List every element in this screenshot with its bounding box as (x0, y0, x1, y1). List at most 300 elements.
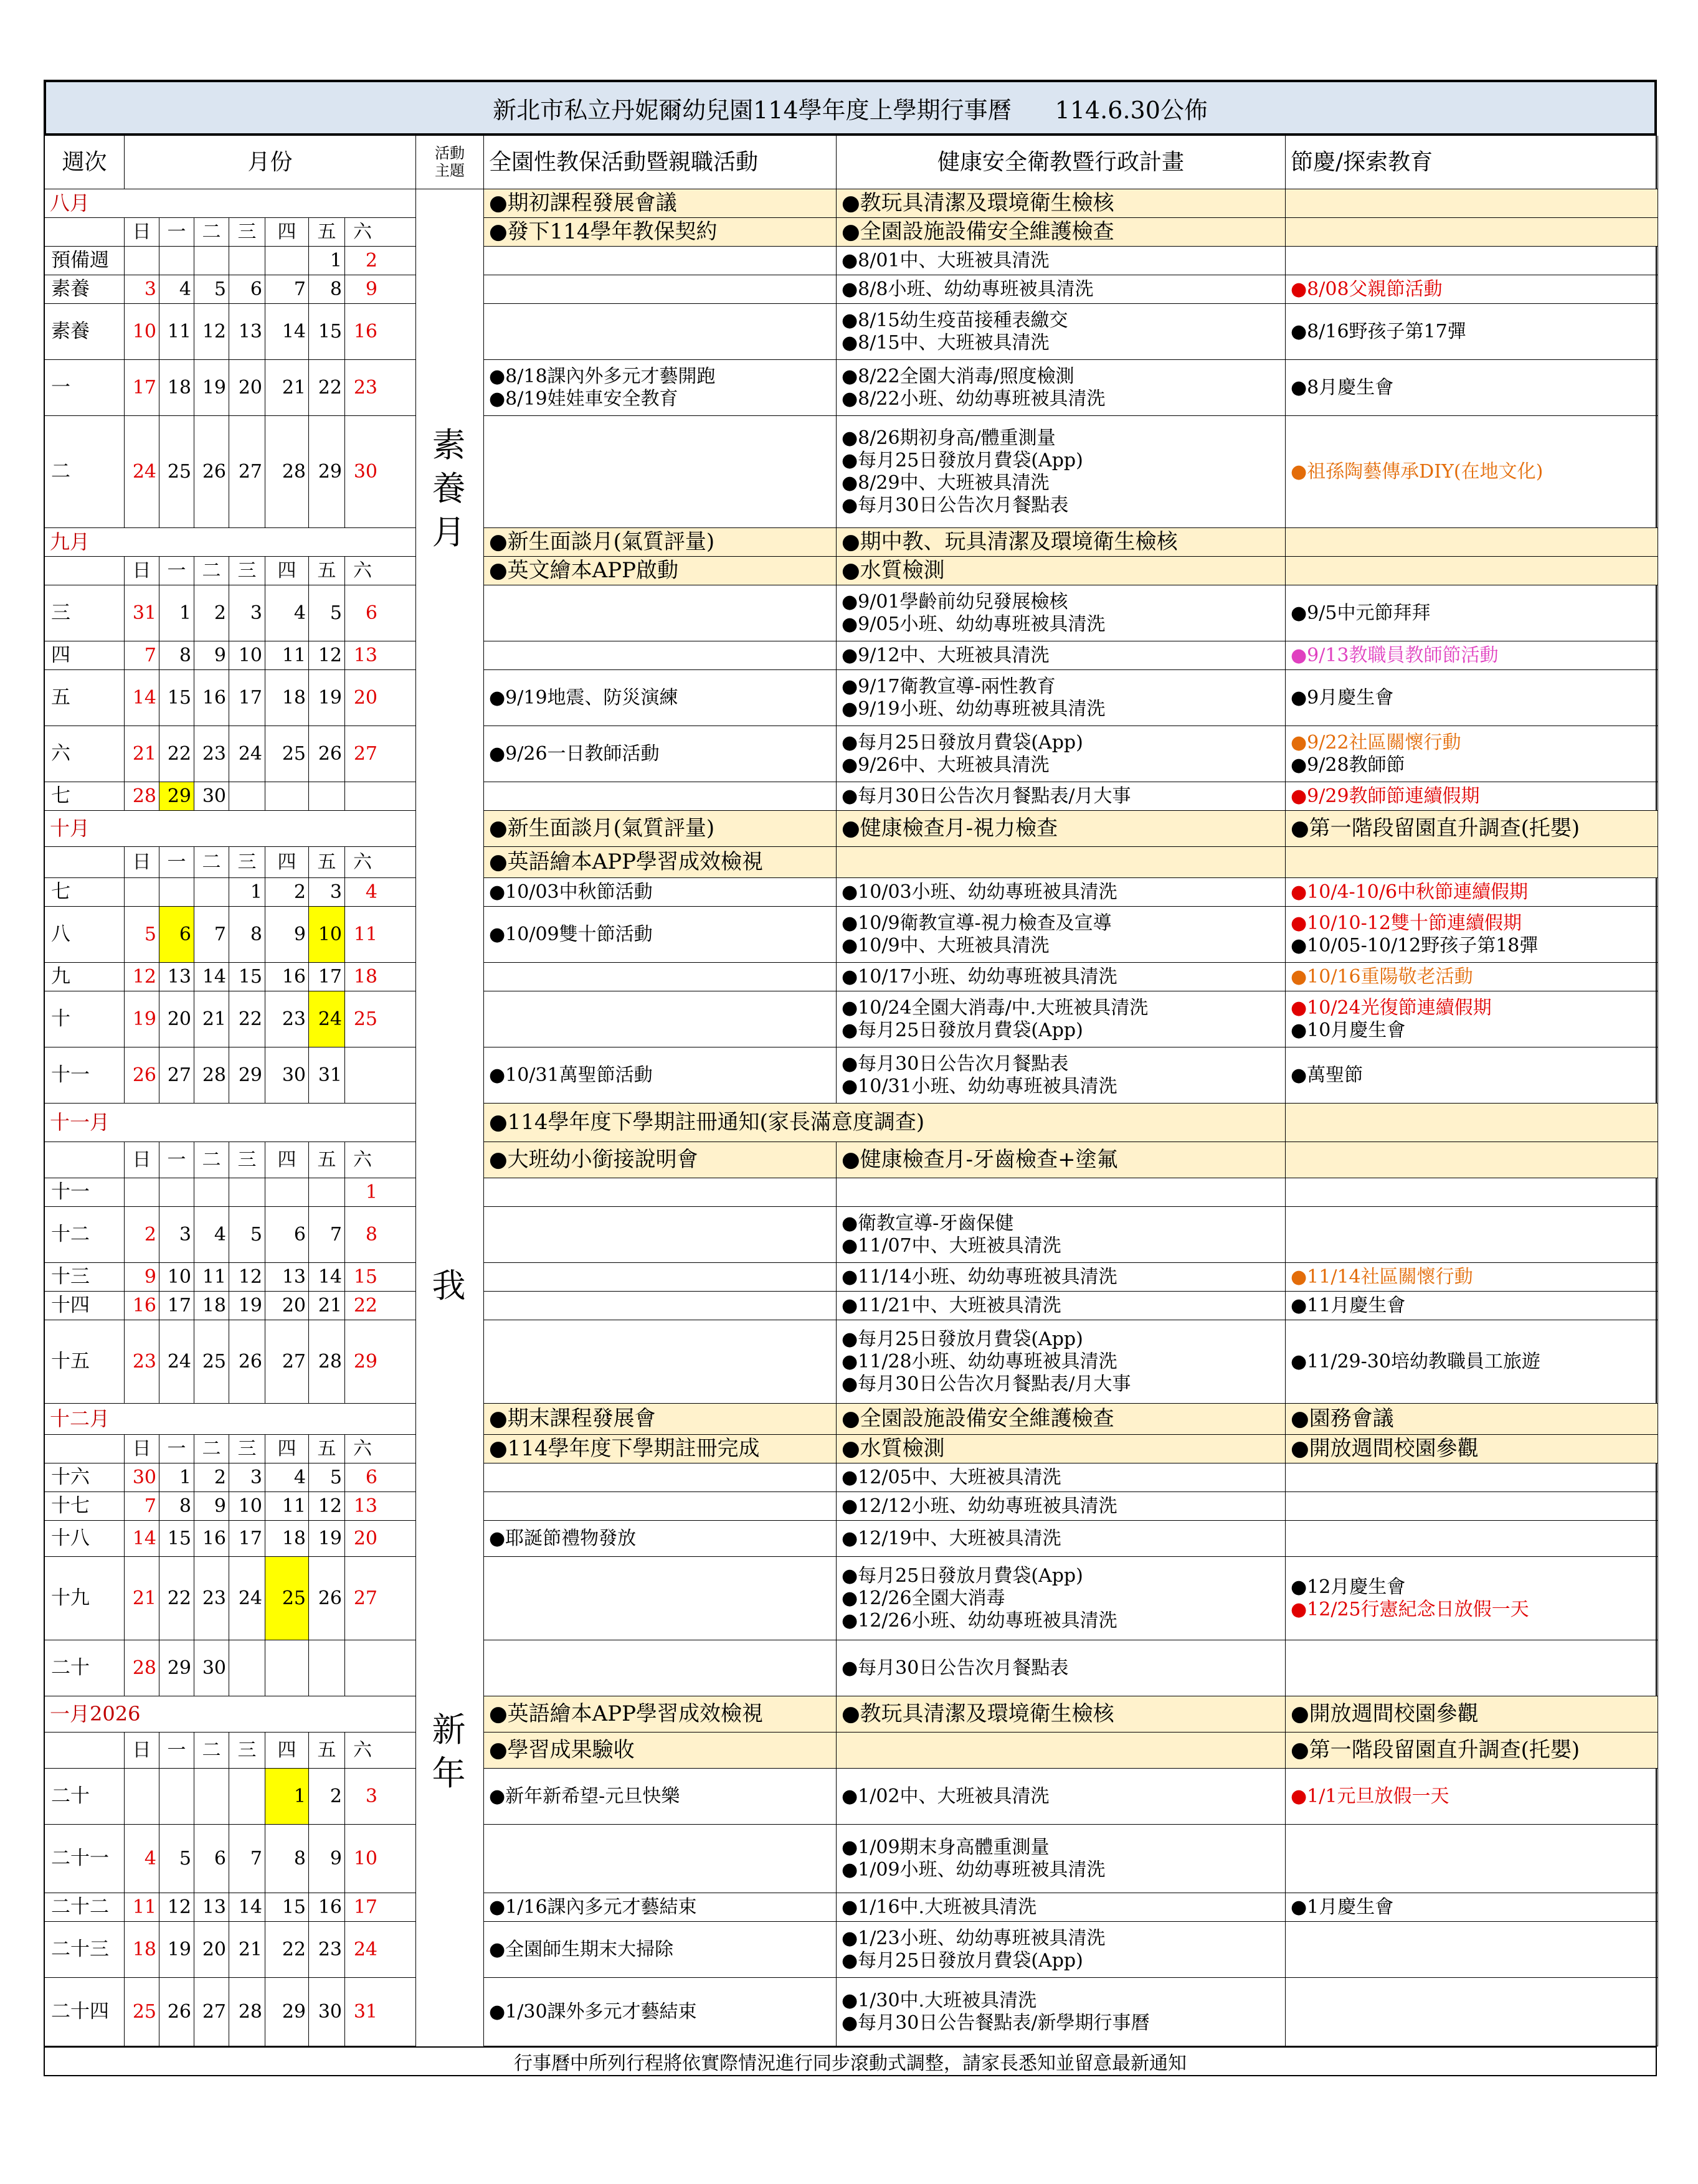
c3-cell (1286, 1521, 1658, 1557)
c1-cell (484, 878, 837, 907)
day-number: 1 (365, 1181, 377, 1203)
day-number: 4 (194, 1207, 229, 1262)
day-strip (125, 1557, 415, 1640)
c2-cell (837, 1922, 1286, 1978)
day-strip (125, 641, 415, 669)
title-text: 新北市私立丹妮爾幼兒園114學年度上學期行事曆 (493, 96, 1012, 124)
day-number: 24 (229, 1557, 265, 1640)
c2-item: ●8/22小班、幼幼專班被具清洗 (842, 387, 1106, 410)
c1-item: ●期初課程發展會議 (489, 191, 677, 216)
c2-item: ●9/26中、大班被具清洗 (842, 754, 1050, 776)
c3-item: ●開放週間校園參觀 (1291, 1701, 1479, 1727)
c3-cell (1286, 907, 1658, 963)
day-number: 4 (265, 585, 309, 641)
c2-cell (837, 991, 1286, 1047)
day-number: 30 (194, 782, 229, 810)
c3-item: ●祖孫陶藝傳承DIY(在地文化) (1291, 460, 1544, 483)
weekday-label: 四 (265, 218, 309, 246)
c3-item: ●10/05-10/12野孩子第18彈 (1291, 934, 1539, 957)
week-label: 四 (45, 641, 125, 670)
c3-cell (1286, 1047, 1658, 1104)
month-days (125, 1178, 416, 1207)
c1-item: ●8/19娃娃車安全教育 (489, 387, 678, 410)
day-number: 18 (194, 1292, 229, 1320)
day-number: 31 (309, 1047, 345, 1103)
month-label: 十月 (45, 811, 416, 847)
c3-cell (1286, 1696, 1658, 1733)
day-number: 26 (125, 1047, 159, 1103)
day-number (194, 247, 229, 275)
day-number: 30 (194, 1640, 229, 1696)
c2-cell (837, 189, 1286, 218)
c2-item: ●期中教、玩具清潔及環境衛生檢核 (842, 529, 1178, 555)
c2-cell (837, 1733, 1286, 1769)
day-number: 14 (309, 1263, 345, 1291)
day-strip (125, 907, 415, 962)
day-number: 10 (309, 907, 345, 962)
c2-cell (837, 218, 1286, 247)
c2-item: ●11/21中、大班被具清洗 (842, 1294, 1061, 1317)
day-number: 11 (159, 304, 194, 359)
day-number: 5 (125, 907, 159, 962)
day-number: 14 (229, 1893, 265, 1921)
day-number: 15 (159, 670, 194, 726)
c1-cell (484, 189, 837, 218)
day-number: 13 (229, 304, 265, 359)
c1-item: ●10/09雙十節活動 (489, 923, 653, 945)
month-days (125, 585, 416, 641)
c3-cell (1286, 1463, 1658, 1492)
day-number: 30 (125, 1463, 159, 1491)
day-number (229, 1640, 265, 1696)
c3-cell (1286, 1893, 1658, 1922)
header-theme (416, 136, 484, 189)
month-days (125, 907, 416, 963)
day-number: 17 (309, 963, 345, 991)
month-days (125, 670, 416, 726)
c1-cell (484, 1435, 837, 1463)
day-number: 19 (194, 360, 229, 415)
day-number: 17 (125, 360, 159, 415)
c1-cell (484, 1207, 837, 1263)
c1-cell (484, 907, 837, 963)
c2-item: ●1/16中.大班被具清洗 (842, 1896, 1037, 1918)
day-number: 23 (125, 1320, 159, 1403)
c2-cell (837, 557, 1286, 585)
weekday-label: 二 (194, 557, 229, 585)
day-number: 22 (265, 1922, 309, 1977)
day-number: 7 (229, 1825, 265, 1893)
day-number: 27 (265, 1320, 309, 1403)
weekday-label: 日 (125, 1733, 159, 1768)
day-number: 31 (125, 585, 159, 641)
day-number: 5 (194, 275, 229, 303)
weekday-label: 三 (229, 557, 265, 585)
day-number: 19 (309, 1521, 345, 1556)
day-strip (125, 557, 415, 585)
day-number: 2 (194, 1463, 229, 1491)
c2-item: ●11/14小班、幼幼專班被具清洗 (842, 1265, 1117, 1288)
c2-item: ●9/17衛教宣導-兩性教育 (842, 675, 1056, 697)
day-number: 17 (159, 1292, 194, 1320)
day-number: 21 (265, 360, 309, 415)
c3-item: ●11月慶生會 (1291, 1294, 1406, 1317)
c3-cell (1286, 963, 1658, 991)
c2-item: ●每月25日發放月費袋(App) (842, 731, 1083, 754)
day-number (265, 247, 309, 275)
day-number: 24 (353, 1938, 377, 1960)
day-strip (125, 1142, 415, 1178)
month-days (125, 1521, 416, 1557)
c3-cell (1286, 1825, 1658, 1893)
day-number: 26 (159, 1978, 194, 2046)
month-days (125, 963, 416, 991)
c2-item: ●全園設施設備安全維護檢查 (842, 1406, 1114, 1432)
c2-item: ●8/26期初身高/體重測量 (842, 427, 1056, 449)
c1-cell (484, 1825, 837, 1893)
c2-cell (837, 1178, 1286, 1207)
day-number: 20 (265, 1292, 309, 1320)
c3-item: ●12/25行憲紀念日放假一天 (1291, 1598, 1529, 1620)
c1-cell (484, 360, 837, 416)
theme-char-t5: 新 (432, 1710, 466, 1749)
c2-item: ●12/05中、大班被具清洗 (842, 1466, 1061, 1488)
day-number: 27 (353, 742, 377, 765)
month-days (125, 1733, 416, 1769)
day-strip (125, 1320, 415, 1403)
c2-item: ●8/29中、大班被具清洗 (842, 471, 1050, 494)
weekday-label: 二 (194, 1142, 229, 1178)
header-theme-a: 活動 (435, 144, 465, 162)
day-strip (125, 670, 415, 726)
day-number: 9 (194, 641, 229, 669)
week-label: 七 (45, 782, 125, 811)
c3-cell (1286, 1733, 1658, 1769)
theme-char-t1: 素 (432, 425, 466, 465)
day-number: 1 (265, 1769, 309, 1824)
day-number: 11 (125, 1893, 159, 1921)
day-number: 15 (159, 1521, 194, 1556)
c3-cell (1286, 1557, 1658, 1640)
c1-cell (484, 1320, 837, 1404)
c2-cell (837, 1404, 1286, 1435)
c1-item: ●1/16課內多元才藝結束 (489, 1896, 697, 1918)
c3-item: ●9/28教師節 (1291, 754, 1405, 776)
day-number: 26 (229, 1320, 265, 1403)
day-strip (125, 1893, 415, 1921)
c3-cell (1286, 1404, 1658, 1435)
c1-cell (484, 1178, 837, 1207)
day-number: 4 (365, 881, 377, 903)
c3-cell (1286, 247, 1658, 275)
day-number (309, 1178, 345, 1206)
c2-cell (837, 847, 1286, 878)
c2-item: ●9/19小班、幼幼專班被具清洗 (842, 697, 1106, 720)
week-label: 二十二 (45, 1893, 125, 1922)
month-days (125, 726, 416, 782)
week-label: 十三 (45, 1263, 125, 1292)
c1-cell (484, 1733, 837, 1769)
month-days (125, 1557, 416, 1640)
day-number: 14 (125, 670, 159, 726)
c2-item: ●10/9衛教宣導-視力檢查及宣導 (842, 912, 1112, 934)
day-number: 22 (229, 991, 265, 1047)
c3-cell (1286, 991, 1658, 1047)
c3-cell (1286, 1492, 1658, 1521)
day-strip (125, 1463, 415, 1491)
c2-cell (837, 1047, 1286, 1104)
week-label: 十七 (45, 1492, 125, 1521)
day-strip (125, 1207, 415, 1262)
c3-cell (1286, 811, 1658, 847)
month-days (125, 1769, 416, 1825)
day-number: 10 (229, 641, 265, 669)
day-number: 28 (194, 1047, 229, 1103)
day-number: 19 (159, 1922, 194, 1977)
c2-item: ●11/07中、大班被具清洗 (842, 1234, 1061, 1257)
month-days (125, 1492, 416, 1521)
weekday-label: 日 (125, 218, 159, 246)
month-days (125, 782, 416, 811)
c3-cell (1286, 1769, 1658, 1825)
c2-item: ●每月25日發放月費袋(App) (842, 1949, 1083, 1972)
day-number: 8 (229, 907, 265, 962)
c3-cell (1286, 1292, 1658, 1320)
week-label (45, 1435, 125, 1463)
c2-item: ●12/12小班、幼幼專班被具清洗 (842, 1495, 1117, 1517)
day-number (194, 878, 229, 906)
day-number: 23 (194, 726, 229, 782)
c2-cell (837, 1320, 1286, 1404)
month-days (125, 1825, 416, 1893)
day-number: 23 (353, 376, 377, 399)
month-label: 十二月 (45, 1404, 416, 1435)
week-label (45, 218, 125, 247)
day-strip (125, 1178, 415, 1206)
day-number: 4 (159, 275, 194, 303)
day-number: 23 (309, 1922, 345, 1977)
day-number: 16 (194, 1521, 229, 1556)
day-number: 19 (125, 991, 159, 1047)
day-number: 5 (229, 1207, 265, 1262)
c2-item: ●8/15幼生疫苗接種表繳交 (842, 309, 1068, 331)
c3-item: ●8月慶生會 (1291, 376, 1394, 399)
day-number: 8 (309, 275, 345, 303)
c3-item: ●10/4-10/6中秋節連續假期 (1291, 881, 1529, 903)
month-days (125, 1922, 416, 1978)
day-number (229, 782, 265, 810)
c2-cell (837, 275, 1286, 304)
month-days (125, 1320, 416, 1404)
c1-cell (484, 1047, 837, 1104)
weekday-label: 日 (125, 1142, 159, 1178)
month-days (125, 1978, 416, 2046)
c3-item: ●第一階段留園直升調查(托嬰) (1291, 1737, 1580, 1763)
calendar-title (44, 80, 1657, 136)
weekday-label: 三 (229, 218, 265, 246)
day-number: 29 (265, 1978, 309, 2046)
weekday-label: 四 (265, 557, 309, 585)
day-number: 28 (229, 1978, 265, 2046)
day-strip (125, 1492, 415, 1520)
day-number: 17 (229, 670, 265, 726)
weekday-label: 一 (159, 1733, 194, 1768)
weekday-label: 二 (194, 1435, 229, 1463)
c2-item: ●每月25日發放月費袋(App) (842, 1564, 1083, 1587)
week-label: 二十 (45, 1640, 125, 1696)
c2-item: ●每月30日公告次月餐點表/月大事 (842, 785, 1131, 807)
day-number: 5 (309, 585, 345, 641)
week-label: 二十三 (45, 1922, 125, 1978)
day-number: 1 (309, 247, 345, 275)
c3-item: ●1/1元旦放假一天 (1291, 1785, 1449, 1807)
day-strip (125, 1640, 415, 1696)
c2-cell (837, 1142, 1286, 1178)
c1-item: ●大班幼小銜接說明會 (489, 1147, 698, 1173)
c1-item: ●9/19地震、防災演練 (489, 686, 678, 709)
theme-char-t3: 月 (432, 513, 466, 552)
day-number: 25 (125, 1978, 159, 2046)
weekday-label: 六 (353, 220, 372, 243)
c2-item: ●教玩具清潔及環境衛生檢核 (842, 1701, 1114, 1727)
day-number (229, 1178, 265, 1206)
month-days (125, 247, 416, 275)
month-label: 八月 (45, 189, 416, 218)
week-label: 二十 (45, 1769, 125, 1825)
c1-cell (484, 218, 837, 247)
day-number: 21 (125, 1557, 159, 1640)
c2-item: ●每月25日發放月費袋(App) (842, 449, 1083, 471)
week-label: 十一 (45, 1178, 125, 1207)
c3-item: ●12月慶生會 (1291, 1576, 1406, 1598)
c1-item: ●英文繪本APP啟動 (489, 558, 678, 584)
day-number: 18 (159, 360, 194, 415)
day-strip (125, 304, 415, 359)
c3-item: ●11/14社區關懷行動 (1291, 1265, 1473, 1288)
day-number: 27 (159, 1047, 194, 1103)
c1-cell (484, 1404, 837, 1435)
day-number: 13 (353, 1495, 377, 1517)
day-strip (125, 963, 415, 991)
header-week: 週次 (45, 136, 125, 189)
c3-cell (1286, 528, 1658, 557)
day-number: 27 (353, 1587, 377, 1609)
c2-cell (837, 1492, 1286, 1521)
c1-item: ●1/30課外多元才藝結束 (489, 2000, 697, 2023)
day-number: 1 (159, 1463, 194, 1491)
day-number: 19 (229, 1292, 265, 1320)
weekday-label: 五 (309, 1733, 345, 1768)
c1-item: ●114學年度下學期註冊完成 (489, 1436, 760, 1462)
c1-cell (484, 1557, 837, 1640)
weekday-label: 三 (229, 847, 265, 877)
day-number: 12 (309, 1492, 345, 1520)
c2-cell (837, 528, 1286, 557)
c3-cell (1286, 1142, 1658, 1178)
c2-item: ●12/19中、大班被具清洗 (842, 1527, 1061, 1549)
c1-cell (484, 557, 837, 585)
day-number: 27 (229, 416, 265, 527)
weekday-label: 三 (229, 1142, 265, 1178)
c1-cell (484, 1922, 837, 1978)
c3-item: ●開放週間校園參觀 (1291, 1436, 1479, 1462)
c2-cell (837, 1825, 1286, 1893)
day-number: 14 (265, 304, 309, 359)
month-days (125, 1435, 416, 1463)
day-strip (125, 847, 415, 877)
week-label: 七 (45, 878, 125, 907)
month-days (125, 878, 416, 907)
c3-item: ●9/13教職員教師節活動 (1291, 644, 1499, 666)
day-number: 24 (159, 1320, 194, 1403)
c3-cell (1286, 1104, 1658, 1142)
weekday-label: 五 (309, 218, 345, 246)
c1-item: ●英語繪本APP學習成效檢視 (489, 1701, 763, 1727)
c1-cell (484, 1463, 837, 1492)
c3-cell (1286, 1640, 1658, 1696)
c2-item: ●10/9中、大班被具清洗 (842, 934, 1050, 957)
day-number: 6 (365, 1466, 377, 1488)
day-number: 15 (353, 1265, 377, 1288)
c1-item: ●8/18課內外多元才藝開跑 (489, 365, 716, 387)
c2-cell (837, 726, 1286, 782)
c2-item: ●水質檢測 (842, 1436, 945, 1462)
month-days (125, 641, 416, 670)
day-number: 9 (194, 1492, 229, 1520)
day-number: 29 (159, 782, 194, 810)
day-number (309, 782, 345, 810)
c2-item: ●10/03小班、幼幼專班被具清洗 (842, 881, 1117, 903)
day-number: 2 (194, 585, 229, 641)
c3-cell (1286, 218, 1658, 247)
day-number: 29 (159, 1640, 194, 1696)
day-number: 12 (194, 304, 229, 359)
c2-item: ●1/09小班、幼幼專班被具清洗 (842, 1858, 1106, 1881)
c1-cell (484, 811, 837, 847)
c1-cell (484, 1893, 837, 1922)
week-label: 十六 (45, 1463, 125, 1492)
c2-item: ●每月30日公告餐點表/新學期行事曆 (842, 2011, 1150, 2034)
c1-item: ●耶誕節禮物發放 (489, 1527, 637, 1549)
c2-item: ●每月30日公告次月餐點表 (842, 494, 1069, 516)
day-number: 20 (229, 360, 265, 415)
weekday-label: 二 (194, 847, 229, 877)
day-number: 28 (125, 1640, 159, 1696)
c1-cell (484, 1640, 837, 1696)
day-number: 12 (159, 1893, 194, 1921)
month-days (125, 1893, 416, 1922)
day-strip (125, 416, 415, 527)
month-days (125, 416, 416, 528)
day-number: 15 (229, 963, 265, 991)
week-label: 二 (45, 416, 125, 528)
day-strip (125, 1263, 415, 1291)
c3-cell (1286, 1922, 1658, 1978)
c2-item: ●全園設施設備安全維護檢查 (842, 219, 1114, 245)
week-label: 八 (45, 907, 125, 963)
calendar-grid (44, 136, 1657, 2048)
day-number (229, 247, 265, 275)
c2-cell (837, 247, 1286, 275)
week-label: 六 (45, 726, 125, 782)
month-days (125, 360, 416, 416)
day-number: 14 (194, 963, 229, 991)
c3-item: ●第一階段留園直升調查(托嬰) (1291, 816, 1580, 841)
c1-cell (484, 585, 837, 641)
weekday-label: 一 (159, 847, 194, 877)
c2-cell (837, 1463, 1286, 1492)
day-number: 27 (194, 1978, 229, 2046)
